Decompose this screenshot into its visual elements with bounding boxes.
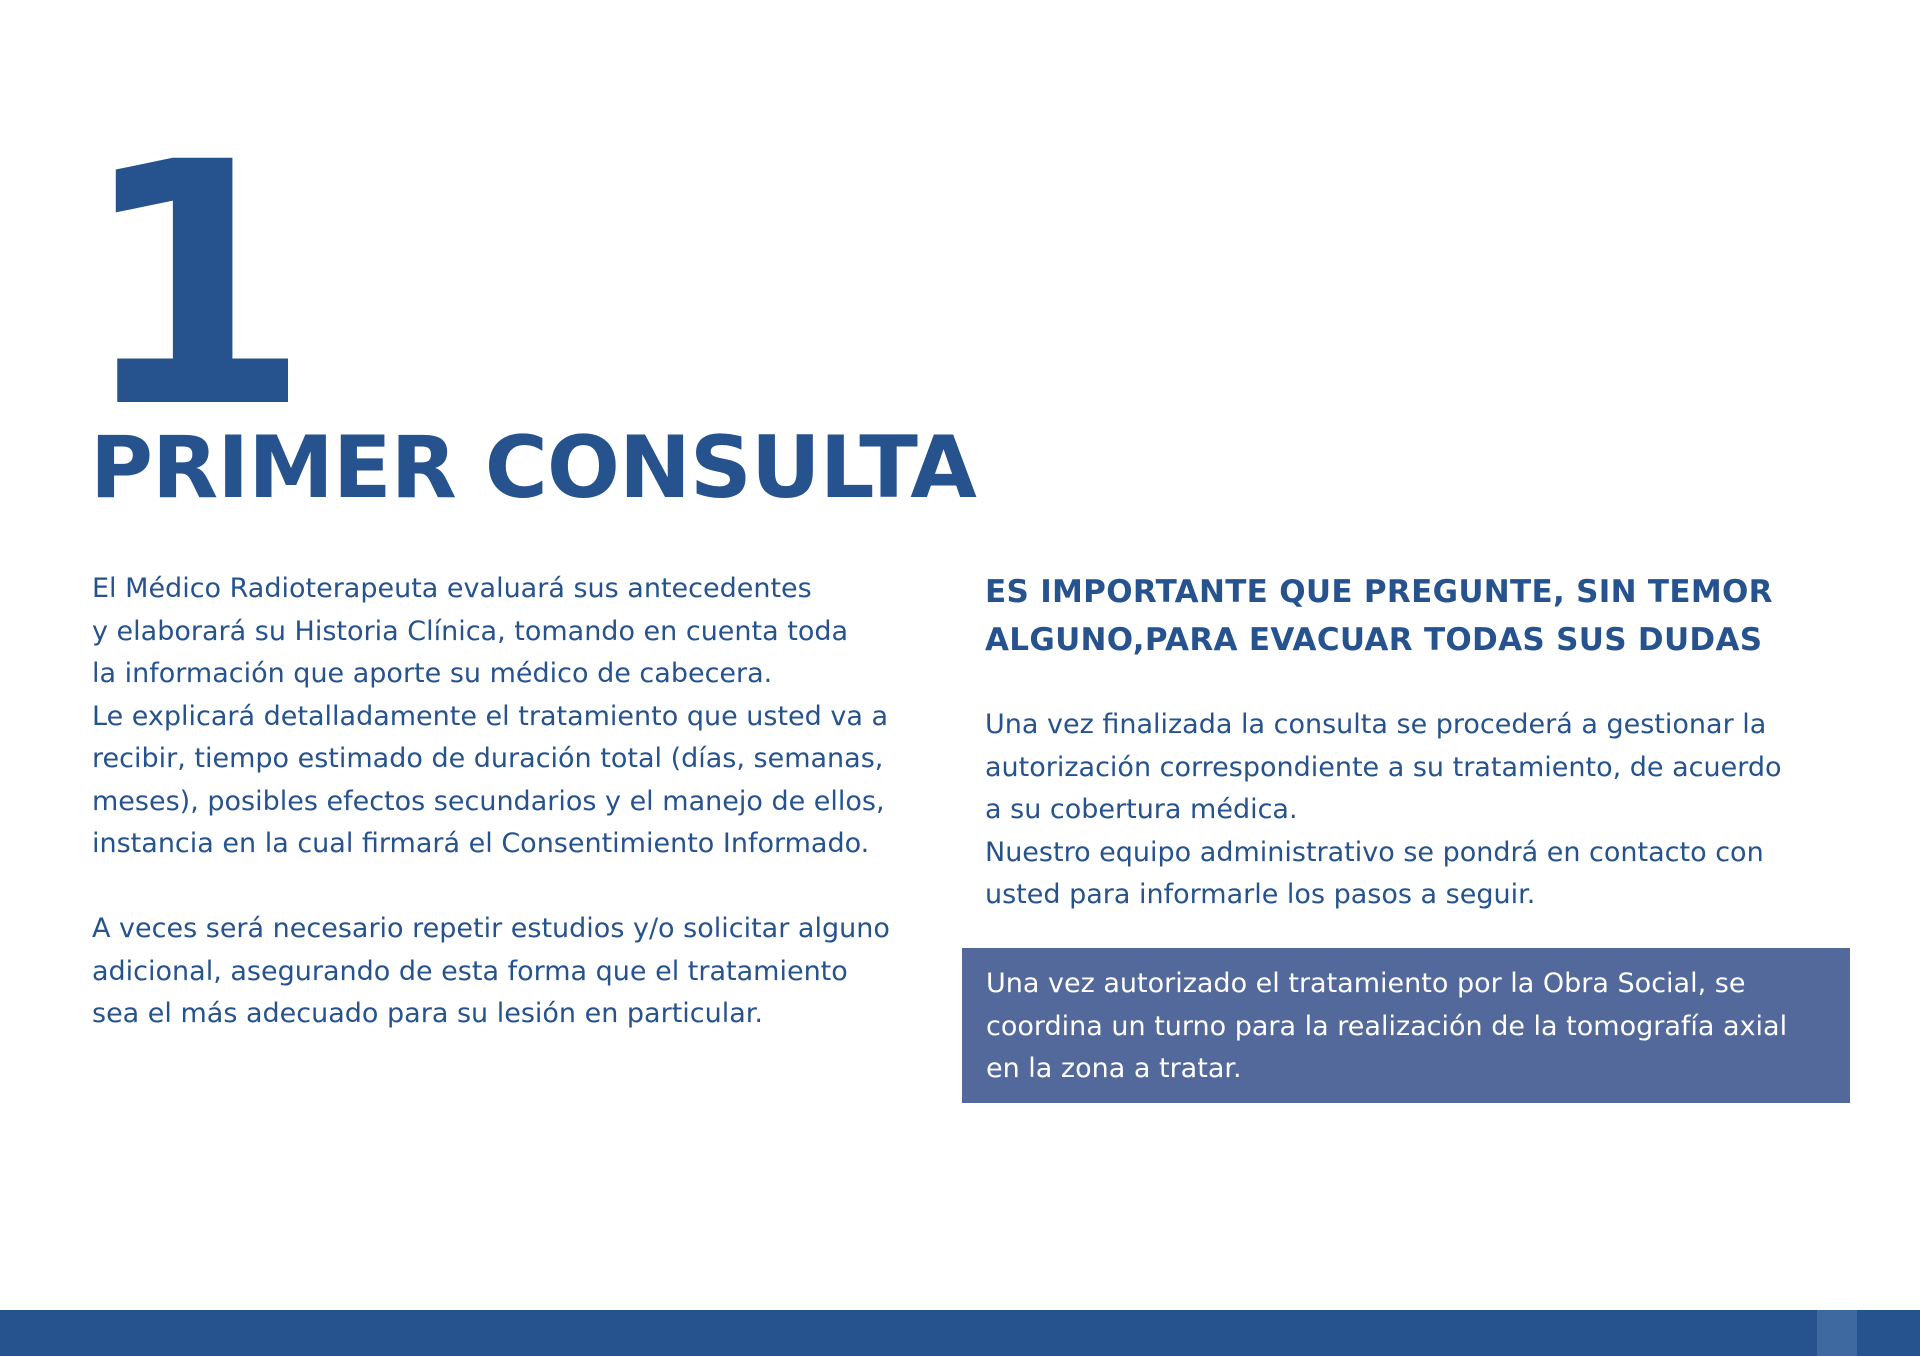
text-line: El Médico Radioterapeuta evaluará sus antecedentes	[92, 573, 812, 604]
right-column	[985, 568, 1875, 917]
section-number: 1	[78, 92, 302, 482]
text-line: recibir, tiempo estimado de duración total (días, semanas,	[92, 743, 884, 774]
text-line: y elaborará su Historia Clínica, tomando en cuenta toda	[92, 615, 849, 647]
text-line: Le explicará detalladamente el tratamiento que usted va a	[92, 700, 889, 732]
text-line: adicional, asegurando de esta forma que el tratamiento	[92, 955, 848, 987]
highlight-line: Una vez autorizado el tratamiento por la Obra Social, se	[986, 968, 1746, 999]
highlight-line: coordina un turno para la realización de la tomografía axial	[986, 1010, 1788, 1042]
text-line: la información que aporte su médico de cabecera.	[92, 658, 773, 689]
text-line: meses), posibles efectos secundarios y el manejo de ellos,	[92, 785, 885, 817]
page-tab	[1817, 1310, 1857, 1356]
text-line: Nuestro equipo administrativo se pondrá en contacto con	[985, 836, 1764, 868]
text-line: A veces será necesario repetir estudios y/o solicitar alguno	[92, 913, 890, 944]
intro-paragraph	[92, 568, 952, 866]
text-line: Una vez finalizada la consulta se procederá a gestionar la	[985, 709, 1767, 740]
heading-line: ALGUNO,PARA EVACUAR TODAS SUS DUDAS	[985, 622, 1763, 658]
callout-heading	[985, 568, 1875, 664]
studies-paragraph	[92, 908, 952, 1036]
paragraph-spacer	[92, 866, 952, 909]
text-line: sea el más adecuado para su lesión en particular.	[92, 998, 763, 1029]
page-title: PRIMER CONSULTA	[90, 418, 976, 518]
heading-line: ES IMPORTANTE QUE PREGUNTE, SIN TEMOR	[985, 574, 1773, 610]
highlight-line: en la zona a tratar.	[986, 1053, 1242, 1084]
text-line: a su cobertura médica.	[985, 794, 1298, 825]
highlight-box	[962, 948, 1850, 1103]
left-column	[92, 568, 952, 1036]
footer-bar	[0, 1310, 1920, 1356]
text-line: usted para informarle los pasos a seguir.	[985, 879, 1536, 910]
authorization-paragraph	[985, 704, 1875, 917]
text-line: autorización correspondiente a su tratamiento, de acuerdo	[985, 751, 1782, 783]
text-line: instancia en la cual firmará el Consentimiento Informado.	[92, 828, 870, 859]
